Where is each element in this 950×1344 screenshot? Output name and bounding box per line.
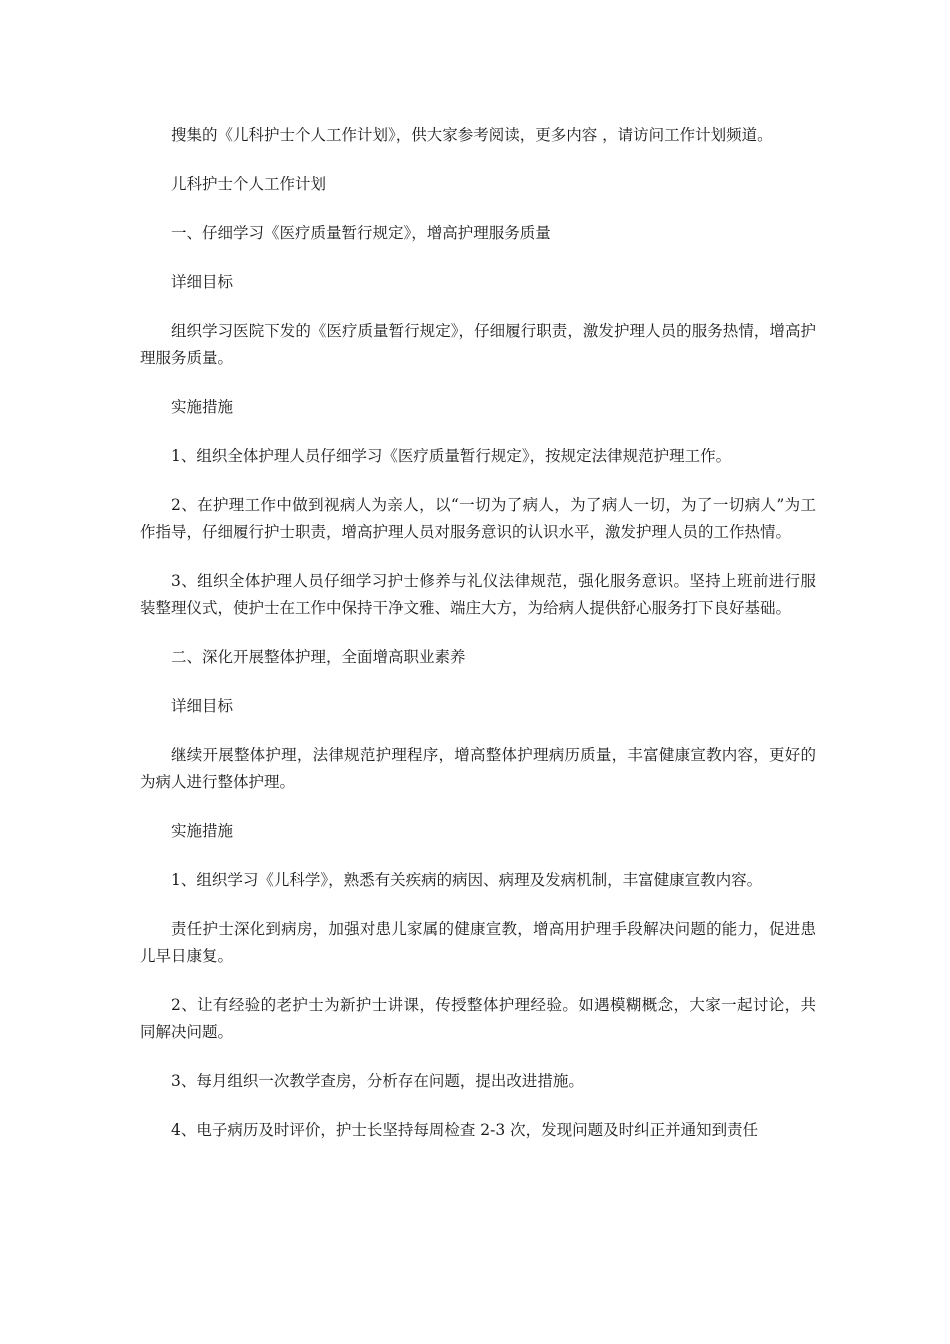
- measure-1-1: 1、组织全体护理人员仔细学习《医疗质量暂行规定》，按规定法律规范护理工作。: [171, 447, 732, 465]
- section-heading-1: 一、仔细学习《医疗质量暂行规定》，增高护理服务质量: [171, 224, 551, 242]
- measure-1-3: 3、组织全体护理人员仔细学习护士修养与礼仪法律规范，强化服务意识。坚持上班前进行服装整理仪式，使护士在工作中保持干净文雅、端庄大方，为给病人提供舒心服务打下良好基础。: [140, 572, 816, 617]
- measure-2-3: 3、每月组织一次教学查房，分析存在问题，提出改进措施。: [171, 1072, 584, 1090]
- goal-paragraph-1: 组织学习医院下发的《医疗质量暂行规定》，仔细履行职责，激发护理人员的服务热情，增高护理服务质量。: [140, 322, 816, 367]
- measure-2-4: 4、电子病历及时评价，护士长坚持每周检查 2-3 次，发现问题及时纠正并通知到责任: [171, 1121, 759, 1139]
- intro-paragraph: 搜集的《儿科护士个人工作计划》，供大家参考阅读，更多内容 ，请访问工作计划频道。: [171, 126, 773, 144]
- subheading-goal-1: 详细目标: [171, 273, 234, 291]
- section-heading-2: 二、深化开展整体护理，全面增高职业素养: [171, 648, 466, 666]
- measure-2-1-detail: 责任护士深化到病房，加强对患儿家属的健康宣教，增高用护理手段解决问题的能力，促进患儿早日康复。: [140, 920, 816, 965]
- subheading-goal-2: 详细目标: [171, 697, 234, 715]
- subheading-measures-2: 实施措施: [171, 822, 234, 840]
- goal-paragraph-2: 继续开展整体护理，法律规范护理程序，增高整体护理病历质量，丰富健康宣教内容，更好的为病人进行整体护理。: [140, 746, 816, 791]
- measure-2-1: 1、组织学习《儿科学》，熟悉有关疾病的病因、病理及发病机制，丰富健康宣教内容。: [171, 871, 763, 889]
- measure-2-2: 2、让有经验的老护士为新护士讲课，传授整体护理经验。如遇模糊概念，大家一起讨论，共同解决问题。: [140, 996, 816, 1041]
- document-title: 儿科护士个人工作计划: [171, 175, 327, 193]
- measure-1-2: 2、在护理工作中做到视病人为亲人，以“一切为了病人，为了病人一切，为了一切病人”为工作指导，仔细履行护士职责，增高护理人员对服务意识的认识水平，激发护理人员的工作热情。: [140, 496, 816, 541]
- subheading-measures-1: 实施措施: [171, 398, 234, 416]
- document-body: [140, 122, 816, 1166]
